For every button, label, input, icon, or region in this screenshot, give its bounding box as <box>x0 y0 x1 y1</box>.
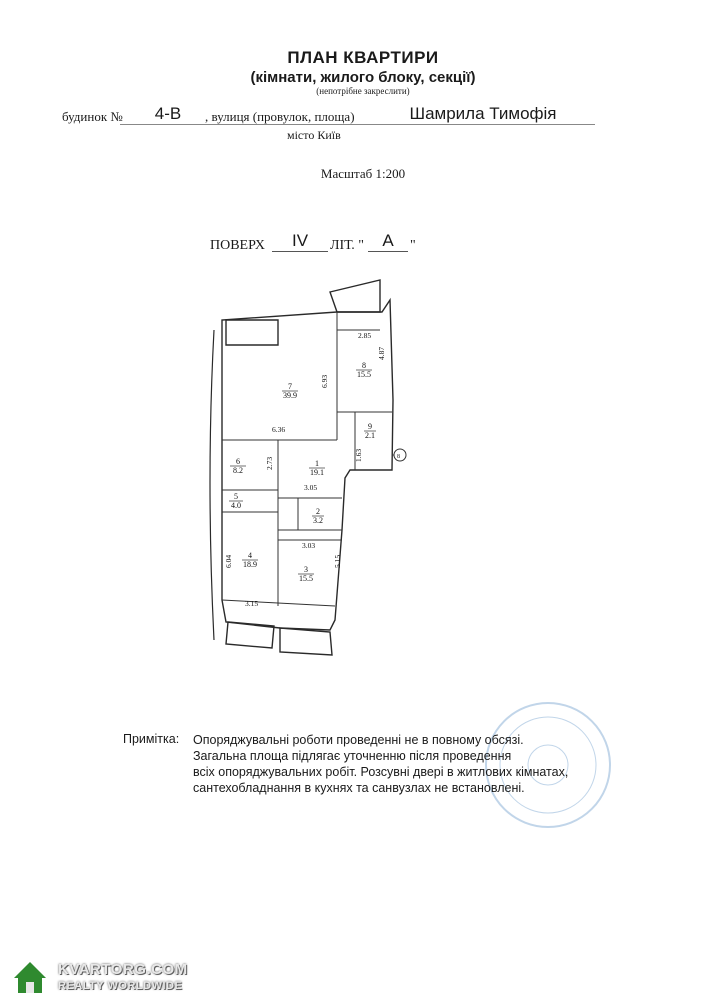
watermark-title: KVARTORG.COM <box>58 961 188 978</box>
room-7-number: 7 <box>288 382 292 391</box>
building-number: 4-В <box>131 104 205 125</box>
room-8-area: 15.5 <box>357 370 371 379</box>
dim-3-15: 3.15 <box>245 599 259 608</box>
room-6-number: 6 <box>236 457 240 466</box>
scale-label: Масштаб 1:200 <box>320 166 406 181</box>
note-line-3: всіх опоряджувальних робіт. Розсувні двері в житлових кімнатах, <box>193 765 569 779</box>
axis-marker <box>394 449 406 461</box>
note-line-1: Опоряджувальні роботи проведенні не в повному обсязі. <box>193 733 524 747</box>
document-title: ПЛАН КВАРТИРИ <box>287 48 439 67</box>
room-3-area: 15.5 <box>299 574 313 583</box>
room-7-area: 39.9 <box>283 391 297 400</box>
room-8-number: 8 <box>362 361 366 370</box>
dim-6-36: 6.36 <box>272 425 286 434</box>
room-4-area: 18.9 <box>243 560 257 569</box>
axis-number: 8 <box>397 454 400 460</box>
room-9-number: 9 <box>368 422 372 431</box>
floor-number: IV <box>272 231 328 252</box>
watermark-subtitle: REALTY WORLDWIDE <box>58 980 183 992</box>
lit-label: ЛІТ. " <box>330 238 365 253</box>
building-label: будинок № <box>62 109 123 124</box>
dim-1-63: 1.63 <box>354 448 363 462</box>
room-9-area: 2.1 <box>365 431 375 440</box>
street-label: , вулиця (провулок, площа) <box>205 109 355 124</box>
note-line-4: сантехобладнання в кухнях та санвузлах не встановлені. <box>193 781 525 795</box>
floor-label: ПОВЕРХ <box>210 238 266 253</box>
dim-2-85: 2.85 <box>358 331 372 340</box>
room-6-area: 8.2 <box>233 466 243 475</box>
room-2-area: 3.2 <box>313 516 323 525</box>
note-text <box>193 732 643 796</box>
dim-3-03: 3.03 <box>302 541 316 550</box>
room-4-number: 4 <box>248 551 252 560</box>
dim-5-15: 5.15 <box>333 554 342 568</box>
room-5-area: 4.0 <box>231 501 241 510</box>
strike-note: (непотрібне закреслити) <box>316 86 410 96</box>
city: місто Київ <box>287 128 341 142</box>
note-line-2: Загальна площа підлягає уточненню після проведення <box>193 749 512 763</box>
dim-6-93: 6.93 <box>320 374 329 388</box>
dim-4-87: 4.87 <box>377 346 386 360</box>
dim-6-04: 6.04 <box>224 554 233 568</box>
room-2-number: 2 <box>316 507 320 516</box>
lit-value: А <box>368 231 408 252</box>
house-logo-icon <box>14 962 46 993</box>
room-5-number: 5 <box>234 492 238 501</box>
room-1-area: 19.1 <box>310 468 324 477</box>
lit-close: " <box>410 238 416 253</box>
dim-3-05: 3.05 <box>304 483 318 492</box>
room-3-number: 3 <box>304 565 308 574</box>
facade-curve <box>210 330 214 640</box>
note-label: Примітка: <box>123 732 180 746</box>
document-subtitle: (кімнати, жилого блоку, секції) <box>250 69 476 86</box>
dim-2-73: 2.73 <box>265 456 274 470</box>
street-name: Шамрила Тимофія <box>372 104 594 125</box>
room-1-number: 1 <box>315 459 319 468</box>
